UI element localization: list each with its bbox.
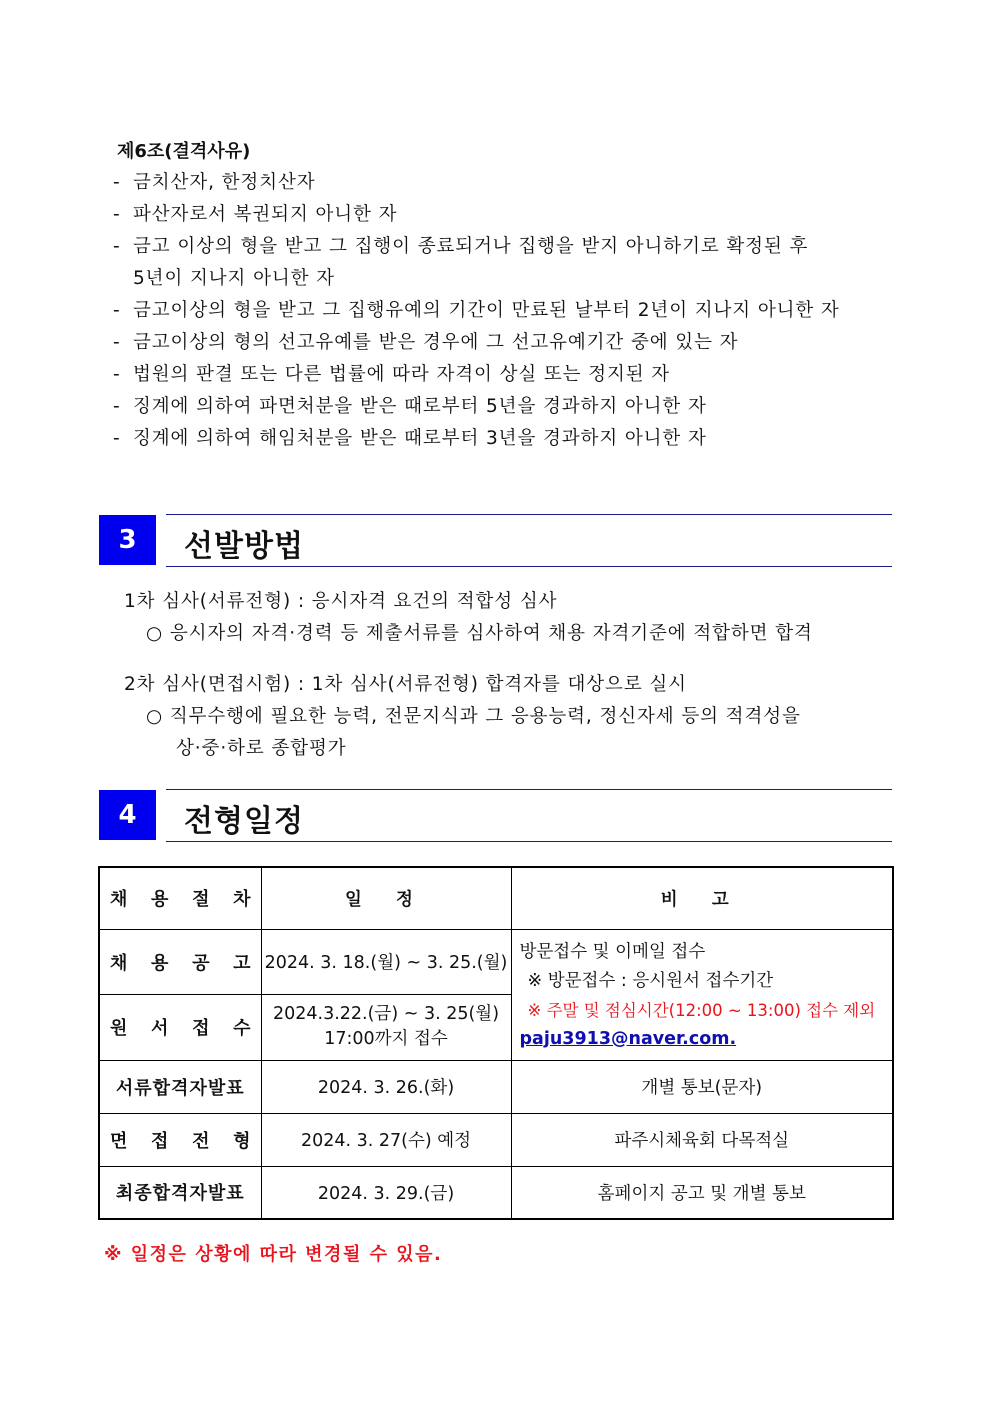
row-note: 홈페이지 공고 및 개별 통보: [511, 1166, 893, 1219]
row-date: 2024. 3. 29.(금): [261, 1166, 511, 1219]
stage2-detail: ○ 직무수행에 필요한 능력, 전문지식과 그 응용능력, 정신자세 등의 적격성을: [146, 706, 801, 727]
row-label: 서류합격자발표: [99, 1060, 261, 1113]
list-item: - 금고 이상의 형을 받고 그 집행이 종료되거나 집행을 받지 아니하기로 확정된 후: [113, 236, 809, 257]
column-header-note: 비 고: [511, 867, 893, 929]
list-item: - 징계에 의하여 해임처분을 받은 때로부터 3년을 경과하지 아니한 자: [113, 428, 707, 449]
section-number-badge: 4: [99, 790, 156, 840]
note-line: 방문접수 및 이메일 접수: [519, 941, 706, 962]
row-label: 최종합격자발표: [99, 1166, 261, 1219]
row-date: 2024. 3. 27(수) 예정: [261, 1113, 511, 1166]
article-title: 제6조(결격사유): [117, 141, 251, 162]
table-header-row: [99, 867, 893, 929]
list-item: - 금고이상의 형의 선고유예를 받은 경우에 그 선고유예기간 중에 있는 자: [113, 332, 739, 353]
note-line: ※ 방문접수 : 응시원서 접수기간: [527, 970, 774, 991]
section-rule-top: [166, 514, 892, 515]
row-note: 파주시체육회 다목적실: [511, 1113, 893, 1166]
column-header-date: 일 정: [261, 867, 511, 929]
schedule-footnote: ※ 일정은 상황에 따라 변경될 수 있음.: [104, 1244, 443, 1265]
section-title: 선발방법: [184, 529, 304, 564]
stage1-heading: 1차 심사(서류전형) : 응시자격 요건의 적합성 심사: [124, 591, 558, 612]
table-row: [99, 929, 893, 994]
stage2-heading: 2차 심사(면접시험) : 1차 심사(서류전형) 합격자를 대상으로 실시: [124, 674, 687, 695]
row-date: 2024.3.22.(금) ~ 3. 25(월) 17:00까지 접수: [261, 994, 511, 1060]
section-title: 전형일정: [184, 804, 304, 839]
note-warning: ※ 주말 및 점심시간(12:00 ~ 13:00) 접수 제외: [527, 1000, 876, 1020]
section-rule-bottom: [166, 566, 892, 567]
section-rule-top: [166, 789, 892, 790]
row-note: 개별 통보(문자): [511, 1060, 893, 1113]
stage1-detail: ○ 응시자의 자격·경력 등 제출서류를 심사하여 채용 자격기준에 적합하면 합격: [146, 623, 813, 644]
list-item-continuation: 5년이 지나지 아니한 자: [133, 268, 335, 289]
section-rule-bottom: [166, 841, 892, 842]
list-item: - 파산자로서 복권되지 아니한 자: [113, 204, 398, 225]
row-label: 면 접 전 형: [99, 1113, 261, 1166]
list-item: - 법원의 판결 또는 다른 법률에 따라 자격이 상실 또는 정지된 자: [113, 364, 671, 385]
section-number-badge: 3: [99, 515, 156, 565]
header-procedure: 채 용 절 차: [110, 889, 251, 911]
table-row: [99, 1113, 893, 1166]
row-label: 원 서 접 수: [99, 994, 261, 1060]
list-item: - 징계에 의하여 파면처분을 받은 때로부터 5년을 경과하지 아니한 자: [113, 396, 707, 417]
list-item: - 금치산자, 한정치산자: [113, 172, 316, 193]
email-link[interactable]: paju3913@naver.com.: [519, 1028, 737, 1049]
row-label: 채 용 공 고: [99, 929, 261, 994]
table-row: [99, 1166, 893, 1219]
list-item: - 금고이상의 형을 받고 그 집행유예의 기간이 만료된 날부터 2년이 지나지 아니한 자: [113, 300, 840, 321]
schedule-table: [98, 866, 894, 1220]
stage2-detail-cont: 상·중·하로 종합평가: [176, 738, 347, 759]
column-header: [99, 867, 261, 929]
row-date: 2024. 3. 26.(화): [261, 1060, 511, 1113]
table-row: [99, 1060, 893, 1113]
merged-note: [511, 929, 893, 1060]
row-date: 2024. 3. 18.(월) ~ 3. 25.(월): [261, 929, 511, 994]
